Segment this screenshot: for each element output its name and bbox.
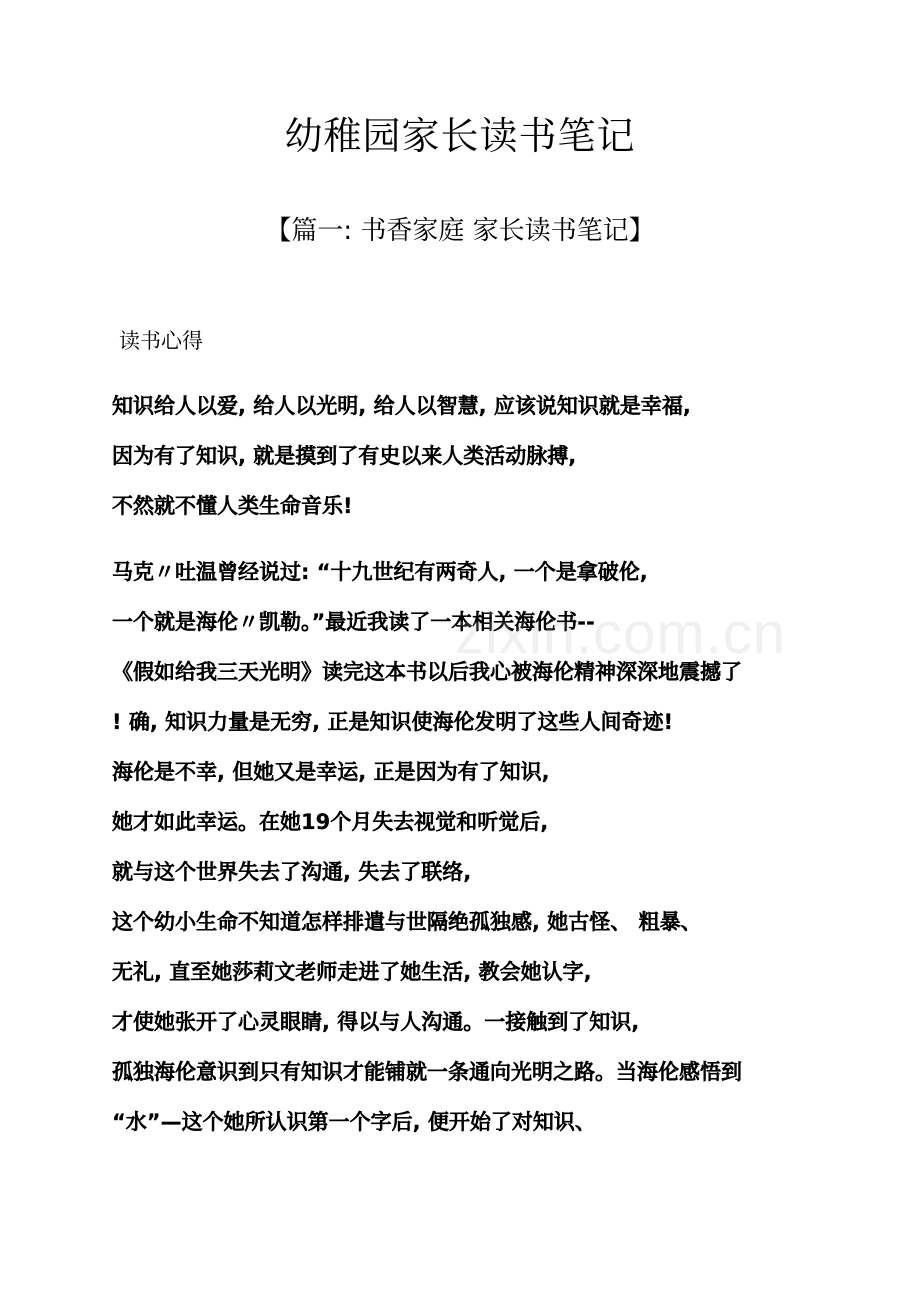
paragraph-line: 她才如此幸运。在她19个月失去视觉和听觉后, (112, 810, 549, 834)
paragraph-line: 就与这个世界失去了沟通, 失去了联络, (112, 860, 472, 884)
paragraph-line: 因为有了知识, 就是摸到了有史以来人类活动脉搏, (112, 444, 577, 468)
paragraph-line: 《假如给我三天光明》读完这本书以后我心被海伦精神深深地震撼了 (112, 660, 742, 684)
paragraph-line: “水”—这个她所认识第一个字后, 便开始了对知识、 (112, 1110, 596, 1134)
section-heading: 读书心得 (119, 329, 203, 353)
paragraph-line: 马克〃吐温曾经说过: “十九世纪有两奇人, 一个是拿破伦, (112, 560, 648, 584)
paragraph-line: 孤独海伦意识到只有知识才能铺就一条通向光明之路。当海伦感悟到 (112, 1060, 742, 1084)
paragraph-line: 无礼, 直至她莎莉文老师走进了她生活, 教会她认字, (112, 960, 592, 984)
document-title: 幼稚园家长读书笔记 (284, 114, 636, 158)
watermark: zixin.com.cn (455, 601, 787, 666)
document-subtitle: 【篇一: 书香家庭 家长读书笔记】 (265, 216, 655, 246)
paragraph-line: 不然就不懂人类生命音乐! (112, 494, 353, 518)
paragraph-line: 知识给人以爱, 给人以光明, 给人以智慧, 应该说知识就是幸福, (112, 394, 691, 418)
paragraph-line: ! 确, 知识力量是无穷, 正是知识使海伦发明了这些人间奇迹! (112, 710, 674, 734)
paragraph-line: 海伦是不幸, 但她又是幸运, 正是因为有了知识, (112, 760, 550, 784)
paragraph-line: 一个就是海伦〃凯勒。”最近我读了一本相关海伦书-- (112, 610, 595, 634)
paragraph-line: 这个幼小生命不知道怎样排遣与世隔绝孤独感, 她古怪、 粗暴、 (112, 910, 702, 934)
paragraph-line: 才使她张开了心灵眼睛, 得以与人沟通。一接触到了知识, (112, 1010, 640, 1034)
